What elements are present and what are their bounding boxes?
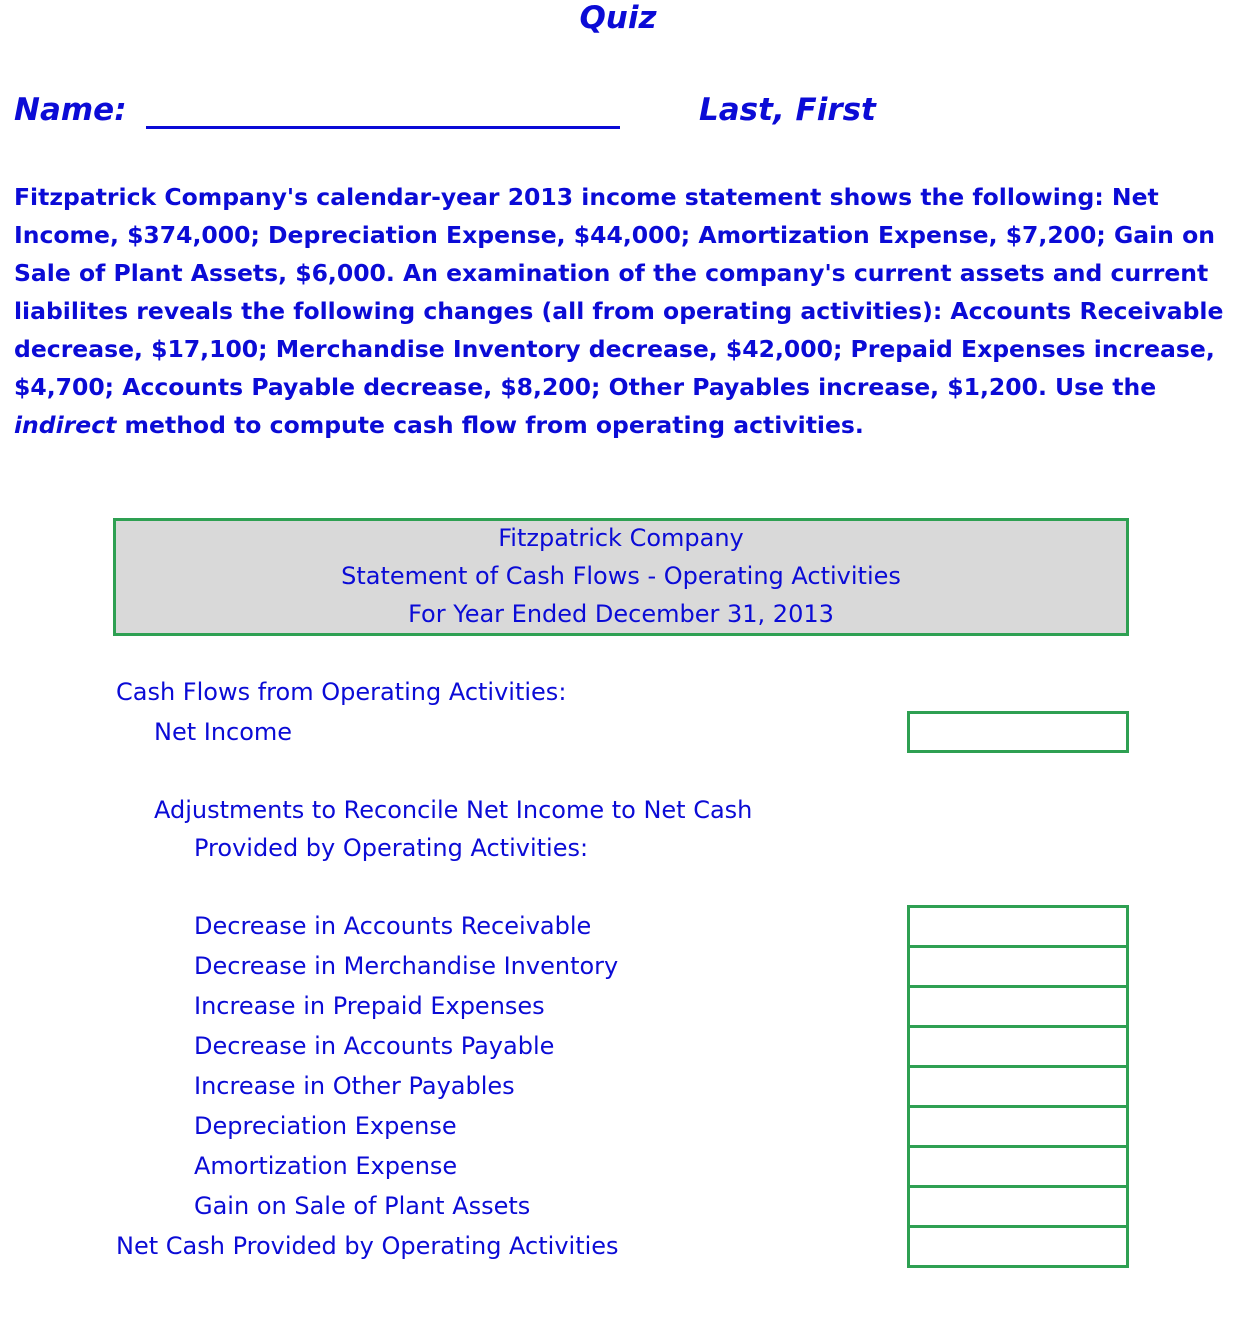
section-title: Cash Flows from Operating Activities: xyxy=(116,678,567,706)
adjustment-label: Decrease in Accounts Payable xyxy=(194,1032,555,1060)
problem-text-part2: method to compute cash flow from operating activities. xyxy=(116,411,864,439)
adjustment-input-gain-on-sale[interactable] xyxy=(910,1185,1126,1225)
adjustment-label: Depreciation Expense xyxy=(194,1112,457,1140)
adjustment-input-accounts-payable[interactable] xyxy=(910,1025,1126,1065)
problem-statement xyxy=(14,178,1239,444)
net-cash-input[interactable] xyxy=(910,1225,1126,1265)
statement-header xyxy=(113,518,1129,636)
net-income-label: Net Income xyxy=(154,718,293,746)
adjustment-label: Gain on Sale of Plant Assets xyxy=(194,1192,531,1220)
adjustment-label: Decrease in Accounts Receivable xyxy=(194,912,592,940)
net-cash-label: Net Cash Provided by Operating Activities xyxy=(116,1232,619,1260)
name-input-line[interactable] xyxy=(146,126,620,129)
statement-period: For Year Ended December 31, 2013 xyxy=(408,600,834,628)
adjustment-input-accounts-receivable[interactable] xyxy=(910,905,1126,945)
adjustment-input-prepaid-expenses[interactable] xyxy=(910,985,1126,1025)
net-income-input[interactable] xyxy=(907,711,1129,753)
adjustment-label: Decrease in Merchandise Inventory xyxy=(194,952,619,980)
adjustment-input-depreciation[interactable] xyxy=(910,1105,1126,1145)
problem-emphasis: indirect xyxy=(14,411,117,439)
adjustment-label: Amortization Expense xyxy=(194,1152,458,1180)
adjustment-input-amortization[interactable] xyxy=(910,1145,1126,1185)
quiz-title: Quiz xyxy=(579,0,657,36)
answer-column xyxy=(907,905,1129,1268)
problem-text-part1: Fitzpatrick Company's calendar-year 2013 income statement shows the following: Net Income, $374,000; Depreciation Expense, $44,000; Amortization Expense, $7,200; Gain on Sale of Plant Assets, $6,000. An examination of the company's current assets and current liabilites reveals the following changes (all from operating activities): Accounts Receivable decrease, $17,100; Merchandise Inventory decrease, $42,000; Prepaid Expenses increase, $4,700; Accounts Payable decrease, $8,200; Other Payables increase, $1,200. Use the xyxy=(14,183,1224,401)
adjustment-input-other-payables[interactable] xyxy=(910,1065,1126,1105)
adjustments-heading-line2: Provided by Operating Activities: xyxy=(194,834,589,862)
adjustment-label: Increase in Other Payables xyxy=(194,1072,515,1100)
adjustments-heading-line1: Adjustments to Reconcile Net Income to Net Cash xyxy=(154,796,753,824)
statement-name: Statement of Cash Flows - Operating Activities xyxy=(341,562,901,590)
name-label: Name: xyxy=(14,92,127,128)
company-name: Fitzpatrick Company xyxy=(498,524,744,552)
adjustment-input-merchandise-inventory[interactable] xyxy=(910,945,1126,985)
name-format-hint: Last, First xyxy=(699,92,876,128)
adjustment-label: Increase in Prepaid Expenses xyxy=(194,992,545,1020)
